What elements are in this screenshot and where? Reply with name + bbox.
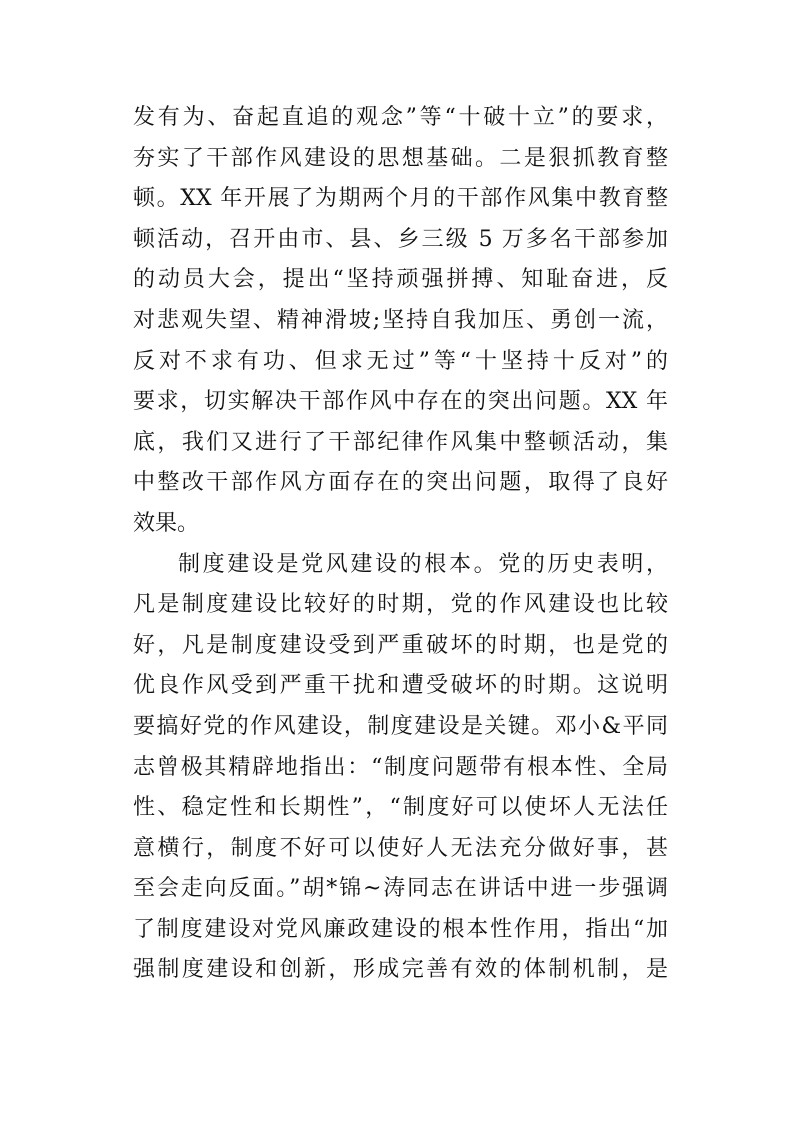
text-line: 夯实了干部作风建设的思想基础。二是狠抓教育整: [133, 145, 668, 171]
paragraph-end-line: 效果。: [133, 510, 200, 536]
text-line: 要搞好党的作风建设，制度建设是关键。邓小&平同: [133, 713, 668, 739]
text-line: 中整改干部作风方面存在的突出问题，取得了良好: [133, 470, 668, 496]
text-line: 意横行，制度不好可以使好人无法充分做好事，甚: [133, 835, 668, 861]
text-line: 优良作风受到严重干扰和遭受破坏的时期。这说明: [133, 673, 668, 699]
text-line: 发有为、奋起直追的观念”等“十破十立”的要求，: [133, 105, 668, 130]
text-line: 性、稳定性和长期性”，“制度好可以使坏人无法任: [133, 795, 668, 821]
text-line: 反对不求有功、但求无过”等“十坚持十反对”的: [133, 348, 668, 374]
paragraph-first-line: 制度建设是党风建设的根本。党的历史表明，: [178, 551, 668, 577]
text-line: 顿活动，召开由市、县、乡三级 5 万多名干部参加: [133, 226, 668, 252]
text-line: 底，我们又进行了干部纪律作风集中整顿活动，集: [133, 429, 668, 455]
text-line: 凡是制度建设比较好的时期，党的作风建设也比较: [133, 592, 668, 618]
text-line: 要求，切实解决干部作风中存在的突出问题。XX 年: [133, 389, 668, 415]
body-text: [133, 98, 668, 991]
text-line: 好，凡是制度建设受到严重破坏的时期，也是党的: [133, 632, 668, 658]
text-line: 志曾极其精辟地指出：“制度问题带有根本性、全局: [133, 754, 668, 780]
text-line: 至会走向反面。”胡*锦~涛同志在讲话中进一步强调: [133, 876, 668, 902]
text-line: 顿。XX 年开展了为期两个月的干部作风集中教育整: [133, 186, 668, 212]
text-line: 了制度建设对党风廉政建设的根本性作用，指出“加: [133, 916, 668, 942]
text-line: 对悲观失望、精神滑坡;坚持自我加压、勇创一流，: [133, 307, 668, 333]
text-line: 的动员大会，提出“坚持顽强拼搏、知耻奋进，反: [133, 267, 668, 293]
text-line: 强制度建设和创新，形成完善有效的体制机制，是: [133, 957, 668, 983]
